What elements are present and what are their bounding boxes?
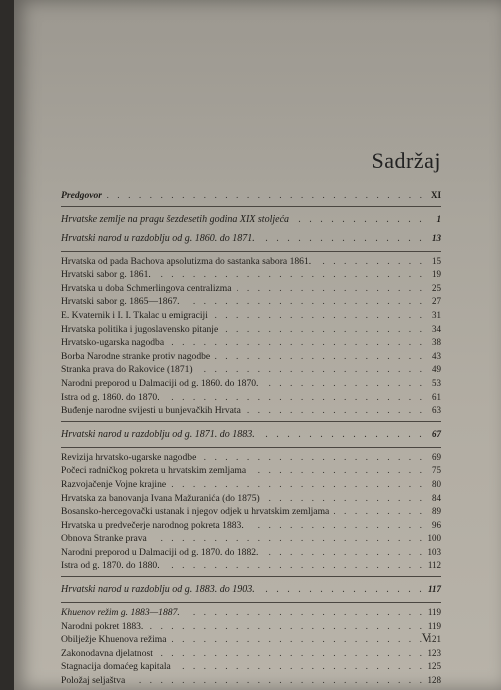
toc-entry	[61, 478, 441, 492]
dot-leader	[249, 519, 425, 533]
toc-section	[61, 606, 441, 688]
toc-entry-title: Hrvatski sabor g. 1861.	[61, 269, 154, 280]
toc-entry-title: Počeci radničkog pokreta u hrvatskim zemljama	[61, 465, 249, 476]
toc-entry-page: 67	[432, 428, 441, 439]
toc-entry-page: 119	[427, 607, 441, 618]
section-divider	[61, 251, 441, 252]
toc-entry	[61, 377, 441, 391]
dot-leader	[260, 580, 425, 599]
dot-leader	[251, 464, 425, 478]
section-divider	[61, 576, 441, 577]
toc-entry-page: 123	[427, 647, 441, 658]
dot-leader	[201, 451, 425, 465]
toc-entry-title: Zakonodavna djelatnost	[61, 648, 156, 659]
section-divider	[61, 206, 441, 207]
toc-entry	[61, 660, 441, 674]
toc-entry-title: Narodni pokret 1883.	[61, 621, 146, 632]
toc-entry-page: 69	[432, 451, 441, 462]
toc-chapter-heading	[61, 580, 441, 599]
dot-leader	[156, 268, 425, 282]
toc-entry-title: Predgovor	[61, 190, 105, 201]
toc-entry	[61, 505, 441, 519]
toc-entry-title: Hrvatski narod u razdoblju od g. 1883. do 1903.	[61, 584, 258, 595]
toc-entry-title: Položaj seljaštva	[61, 675, 128, 686]
toc-entry-page: 96	[432, 519, 441, 530]
toc-entry	[61, 363, 441, 377]
dot-leader	[246, 404, 425, 418]
dot-leader	[213, 309, 425, 323]
toc-entry-page: 25	[432, 282, 441, 293]
toc-entry	[61, 268, 441, 282]
page-title: Sadržaj	[371, 148, 441, 173]
toc-entry-page: XI	[430, 190, 441, 200]
toc-entry-page: 19	[432, 269, 441, 280]
toc-entry-title: Hrvatski narod u razdoblju od g. 1871. do 1883.	[61, 429, 258, 440]
toc-entry-page: 100	[427, 533, 441, 544]
toc-entry	[61, 559, 441, 573]
toc-entry	[61, 189, 441, 203]
toc-chapter-heading	[61, 210, 441, 229]
toc-entry-title: Istra od g. 1860. do 1870.	[61, 392, 163, 403]
toc-entry-page: 75	[432, 465, 441, 476]
dot-leader	[169, 336, 425, 350]
dot-leader	[263, 546, 425, 560]
toc-entry-title: Khuenov režim g. 1883—1887.	[61, 607, 183, 618]
toc-section	[61, 425, 441, 444]
toc-entry	[61, 255, 441, 269]
dot-leader	[294, 210, 425, 229]
table-of-contents	[61, 189, 441, 688]
dot-leader	[198, 363, 425, 377]
toc-entry-title: Stagnacija domaćeg kapitala	[61, 661, 174, 672]
section-divider	[61, 447, 441, 448]
toc-entry-page: 112	[427, 560, 441, 571]
toc-entry	[61, 404, 441, 418]
toc-entry-title: Hrvatski narod u razdoblju od g. 1860. do 1871.	[61, 233, 258, 244]
dot-leader	[158, 647, 425, 661]
section-divider	[61, 421, 441, 422]
toc-chapter-heading	[61, 229, 441, 248]
toc-entry	[61, 295, 441, 309]
toc-entry-page: 34	[432, 323, 441, 334]
toc-entry-title: Obilježje Khuenova režima	[61, 634, 170, 645]
dot-leader	[148, 620, 425, 634]
toc-section	[61, 189, 441, 203]
toc-entry-page: 63	[432, 405, 441, 416]
toc-entry	[61, 492, 441, 506]
toc-entry-title: Revizija hrvatsko-ugarske nagodbe	[61, 452, 199, 463]
toc-entry-title: Hrvatske zemlje na pragu šezdesetih godina XIX stoljeća	[61, 214, 292, 225]
toc-entry-page: 80	[432, 478, 441, 489]
toc-entry-page: 1	[436, 213, 441, 224]
toc-entry-page: 128	[427, 675, 441, 686]
dot-leader	[334, 505, 425, 519]
dot-leader	[263, 377, 425, 391]
toc-entry	[61, 620, 441, 634]
dot-leader	[107, 189, 425, 203]
toc-entry	[61, 519, 441, 533]
toc-entry-page: 38	[432, 337, 441, 348]
toc-entry	[61, 633, 441, 647]
dot-leader	[260, 229, 425, 248]
toc-entry-page: 84	[432, 492, 441, 503]
toc-entry-title: Hrvatsko-ugarska nagodba	[61, 337, 167, 348]
toc-entry-title: Narodni preporod u Dalmaciji od g. 1870. do 1882.	[61, 547, 261, 558]
toc-entry-title: Istra od g. 1870. do 1880.	[61, 560, 163, 571]
dot-leader	[316, 255, 425, 269]
toc-entry-title: Hrvatski sabor g. 1865—1867.	[61, 296, 183, 307]
toc-entry-page: 117	[427, 584, 441, 595]
toc-entry	[61, 674, 441, 688]
dot-leader	[237, 282, 425, 296]
toc-entry	[61, 647, 441, 661]
dot-leader	[260, 425, 425, 444]
toc-entry-page: 53	[432, 377, 441, 388]
toc-entry-title: Hrvatska politika i jugoslavensko pitanje	[61, 324, 221, 335]
toc-entry-title: Buđenje narodne svijesti u bunjevačkih Hrvata	[61, 405, 244, 416]
toc-entry-page: 43	[432, 350, 441, 361]
toc-entry-page: 103	[427, 546, 441, 557]
page-number: V	[421, 630, 431, 645]
toc-entry-page: 31	[432, 309, 441, 320]
dot-leader	[185, 295, 425, 309]
toc-entry-title: Hrvatska u doba Schmerlingova centralizma	[61, 283, 235, 294]
toc-entry-page: 13	[432, 232, 441, 243]
toc-entry	[61, 532, 441, 546]
dot-leader	[215, 350, 425, 364]
toc-entry-title: Razvojačenje Vojne krajine	[61, 479, 169, 490]
toc-entry	[61, 336, 441, 350]
toc-entry-title: Stranka prava do Rakovice (1871)	[61, 364, 196, 375]
dot-leader	[165, 559, 425, 573]
toc-entry-title: Narodni preporod u Dalmaciji od g. 1860. do 1870.	[61, 378, 261, 389]
dot-leader	[130, 674, 425, 688]
dot-leader	[223, 323, 425, 337]
toc-entry	[61, 323, 441, 337]
toc-entry-page: 119	[427, 620, 441, 631]
book-page	[14, 0, 501, 690]
toc-entry-page: 15	[432, 255, 441, 266]
toc-entry-page: 61	[432, 391, 441, 402]
toc-entry-title: Obnova Stranke prava	[61, 533, 150, 544]
section-divider	[61, 602, 441, 603]
toc-section	[61, 580, 441, 599]
dot-leader	[165, 391, 425, 405]
toc-entry-title: Bosansko-hercegovački ustanak i njegov odjek u hrvatskim zemljama	[61, 506, 332, 517]
toc-section	[61, 210, 441, 248]
dot-leader	[176, 660, 425, 674]
toc-entry-page: 121	[427, 634, 441, 645]
toc-entry-title: Hrvatska od pada Bachova apsolutizma do sastanka sabora 1861.	[61, 256, 314, 267]
toc-entry-title: Hrvatska u predvečerje narodnog pokreta 1883.	[61, 520, 247, 531]
toc-entry	[61, 546, 441, 560]
toc-entry-title: Hrvatska za banovanja Ivana Mažuranića (do 1875)	[61, 493, 263, 504]
toc-entry	[61, 282, 441, 296]
toc-chapter-heading	[61, 425, 441, 444]
dot-leader	[172, 633, 425, 647]
toc-entry	[61, 350, 441, 364]
toc-entry	[61, 309, 441, 323]
toc-entry-page: 89	[432, 506, 441, 517]
toc-entry-page: 27	[432, 296, 441, 307]
toc-entry-title: E. Kvaternik i I. I. Tkalac u emigraciji	[61, 310, 211, 321]
toc-entry-title: Borba Narodne stranke protiv nagodbe	[61, 351, 213, 362]
toc-entry-page: 49	[432, 364, 441, 375]
toc-section	[61, 451, 441, 573]
dot-leader	[265, 492, 425, 506]
toc-entry	[61, 464, 441, 478]
toc-section	[61, 255, 441, 418]
dot-leader	[152, 532, 425, 546]
toc-entry	[61, 391, 441, 405]
toc-entry	[61, 451, 441, 465]
toc-entry-page: 125	[427, 661, 441, 672]
dot-leader	[171, 478, 425, 492]
toc-entry	[61, 606, 441, 620]
dot-leader	[185, 606, 425, 620]
